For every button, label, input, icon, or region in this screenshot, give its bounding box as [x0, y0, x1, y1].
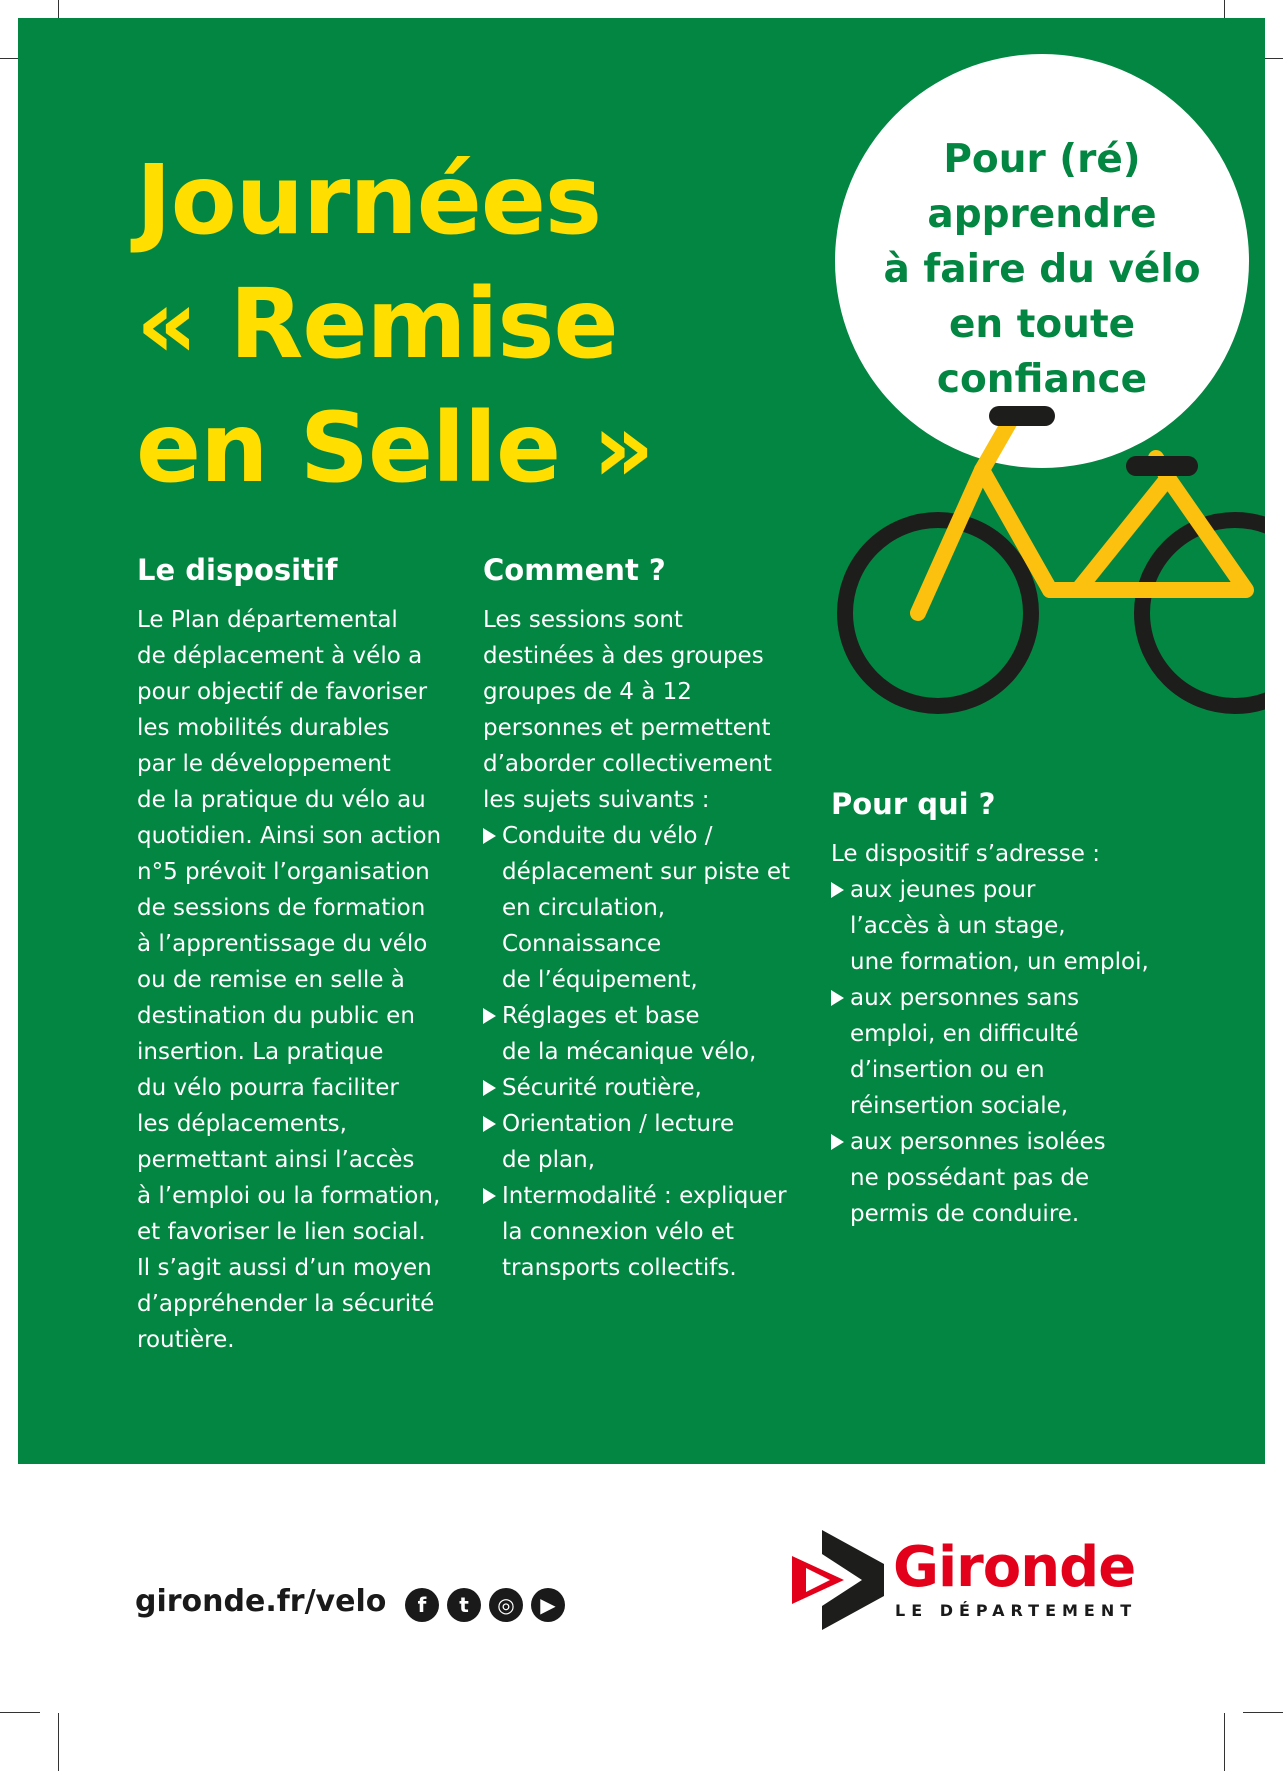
column-dispositif — [137, 550, 441, 1358]
twitter-icon[interactable]: t — [447, 1588, 481, 1622]
text-line: emploi, en difficulté — [850, 1021, 1079, 1047]
triangle-bullet-icon — [483, 1080, 496, 1096]
bullet-item — [831, 872, 1149, 980]
text-line: d’appréhender la sécurité — [137, 1291, 435, 1317]
bullet-item — [483, 818, 790, 998]
logo-wordmark: Gironde — [893, 1535, 1136, 1600]
text-line: la connexion vélo et — [502, 1219, 735, 1245]
section-heading: Pour qui ? — [831, 787, 996, 821]
instagram-icon[interactable]: ◎ — [489, 1588, 523, 1622]
text-line: Le dispositif s’adresse : — [831, 841, 1100, 867]
bullet-item — [483, 998, 790, 1070]
text-line: de plan, — [502, 1147, 596, 1173]
triangle-bullet-icon — [831, 990, 844, 1006]
bullet-text — [502, 818, 790, 998]
title-line: « Remise — [136, 268, 618, 380]
triangle-bullet-icon — [831, 1134, 844, 1150]
text-line: aux personnes sans — [850, 985, 1080, 1011]
crop-mark — [1243, 1712, 1283, 1713]
bike-front-wheel — [845, 520, 1031, 706]
text-line: pour objectif de favoriser — [137, 679, 428, 705]
text-line: Réglages et base — [502, 1003, 700, 1029]
bullet-text — [850, 980, 1079, 1124]
text-line: Le Plan départemental — [137, 607, 398, 633]
text-line: de la mécanique vélo, — [502, 1039, 757, 1065]
text-line: de sessions de formation — [137, 895, 426, 921]
triangle-bullet-icon — [483, 1116, 496, 1132]
text-line: permis de conduire. — [850, 1201, 1080, 1227]
section-intro — [831, 836, 1149, 872]
text-line: par le développement — [137, 751, 391, 777]
bullet-text — [850, 1124, 1106, 1232]
bullet-text — [502, 998, 756, 1070]
text-line: insertion. La pratique — [137, 1039, 384, 1065]
text-line: d’aborder collectivement — [483, 751, 772, 777]
section-body — [137, 602, 441, 1358]
logo-subtitle: LE DÉPARTEMENT — [895, 1601, 1138, 1620]
text-line: n°5 prévoit l’organisation — [137, 859, 430, 885]
text-line: Intermodalité : expliquer — [502, 1183, 787, 1209]
bullet-text — [502, 1178, 787, 1286]
crop-mark — [1224, 1713, 1225, 1771]
text-line: de l’équipement, — [502, 967, 698, 993]
bike-rear-wheel — [1142, 520, 1265, 706]
text-line: quotidien. Ainsi son action — [137, 823, 442, 849]
text-line: réinsertion sociale, — [850, 1093, 1069, 1119]
text-line: d’insertion ou en — [850, 1057, 1045, 1083]
bullet-item — [483, 1070, 790, 1106]
tagline-line: à faire du vélo — [883, 247, 1201, 292]
text-line: Les sessions sont — [483, 607, 683, 633]
text-line: du vélo pourra faciliter — [137, 1075, 399, 1101]
text-line: routière. — [137, 1327, 235, 1353]
text-line: à l’apprentissage du vélo — [137, 931, 428, 957]
title-line: en Selle » — [136, 392, 654, 504]
bullet-text — [850, 872, 1149, 980]
text-line: déplacement sur piste et — [502, 859, 791, 885]
text-line: de déplacement à vélo a — [137, 643, 423, 669]
text-line: destination du public en — [137, 1003, 415, 1029]
title-line: Journées — [136, 144, 602, 256]
text-line: personnes et permettent — [483, 715, 771, 741]
section-bullets — [831, 872, 1149, 1232]
text-line: et favoriser le lien social. — [137, 1219, 426, 1245]
tagline-line: apprendre — [927, 192, 1157, 237]
green-panel — [18, 18, 1265, 1464]
bullet-item — [483, 1178, 790, 1286]
column-comment — [483, 550, 790, 1286]
text-line: permettant ainsi l’accès — [137, 1147, 415, 1173]
text-line: les déplacements, — [137, 1111, 347, 1137]
text-line: à l’emploi ou la formation, — [137, 1183, 441, 1209]
text-line: l’accès à un stage, — [850, 913, 1066, 939]
text-line: une formation, un emploi, — [850, 949, 1149, 975]
text-line: Orientation / lecture — [502, 1111, 735, 1137]
text-line: aux personnes isolées — [850, 1129, 1106, 1155]
text-line: destinées à des groupes — [483, 643, 764, 669]
bullet-item — [831, 1124, 1149, 1232]
triangle-bullet-icon — [483, 1008, 496, 1024]
text-line: Sécurité routière, — [502, 1075, 702, 1101]
column-pour-qui — [831, 784, 1149, 1232]
triangle-bullet-icon — [483, 828, 496, 844]
section-bullets — [483, 818, 790, 1286]
crop-mark — [0, 1712, 40, 1713]
section-heading: Comment ? — [483, 553, 666, 587]
youtube-icon[interactable]: ▶ — [531, 1588, 565, 1622]
section-intro — [483, 602, 790, 818]
facebook-icon[interactable]: f — [405, 1588, 439, 1622]
bullet-text — [502, 1106, 734, 1178]
text-line: Conduite du vélo / — [502, 823, 713, 849]
triangle-bullet-icon — [831, 882, 844, 898]
crop-mark — [58, 1713, 59, 1771]
text-line: Il s’agit aussi d’un moyen — [137, 1255, 432, 1281]
bullet-text — [502, 1070, 702, 1106]
text-line: de la pratique du vélo au — [137, 787, 426, 813]
text-line: aux jeunes pour — [850, 877, 1036, 903]
text-line: Connaissance — [502, 931, 662, 957]
triangle-bullet-icon — [483, 1188, 496, 1204]
bullet-item — [831, 980, 1149, 1124]
tagline-line: Pour (ré) — [943, 137, 1141, 182]
tagline-line: en toute — [948, 302, 1136, 347]
text-line: les sujets suivants : — [483, 787, 710, 813]
text-line: transports collectifs. — [502, 1255, 737, 1281]
social-icons — [405, 1588, 565, 1622]
text-line: les mobilités durables — [137, 715, 390, 741]
text-line: ou de remise en selle à — [137, 967, 405, 993]
section-heading: Le dispositif — [137, 553, 338, 587]
bullet-item — [483, 1106, 790, 1178]
tagline-line: confiance — [936, 357, 1148, 402]
gironde-logo-icon — [792, 1530, 884, 1630]
text-line: groupes de 4 à 12 — [483, 679, 692, 705]
website-link[interactable]: gironde.fr/velo — [135, 1584, 387, 1619]
text-line: en circulation, — [502, 895, 666, 921]
text-line: ne possédant pas de — [850, 1165, 1090, 1191]
